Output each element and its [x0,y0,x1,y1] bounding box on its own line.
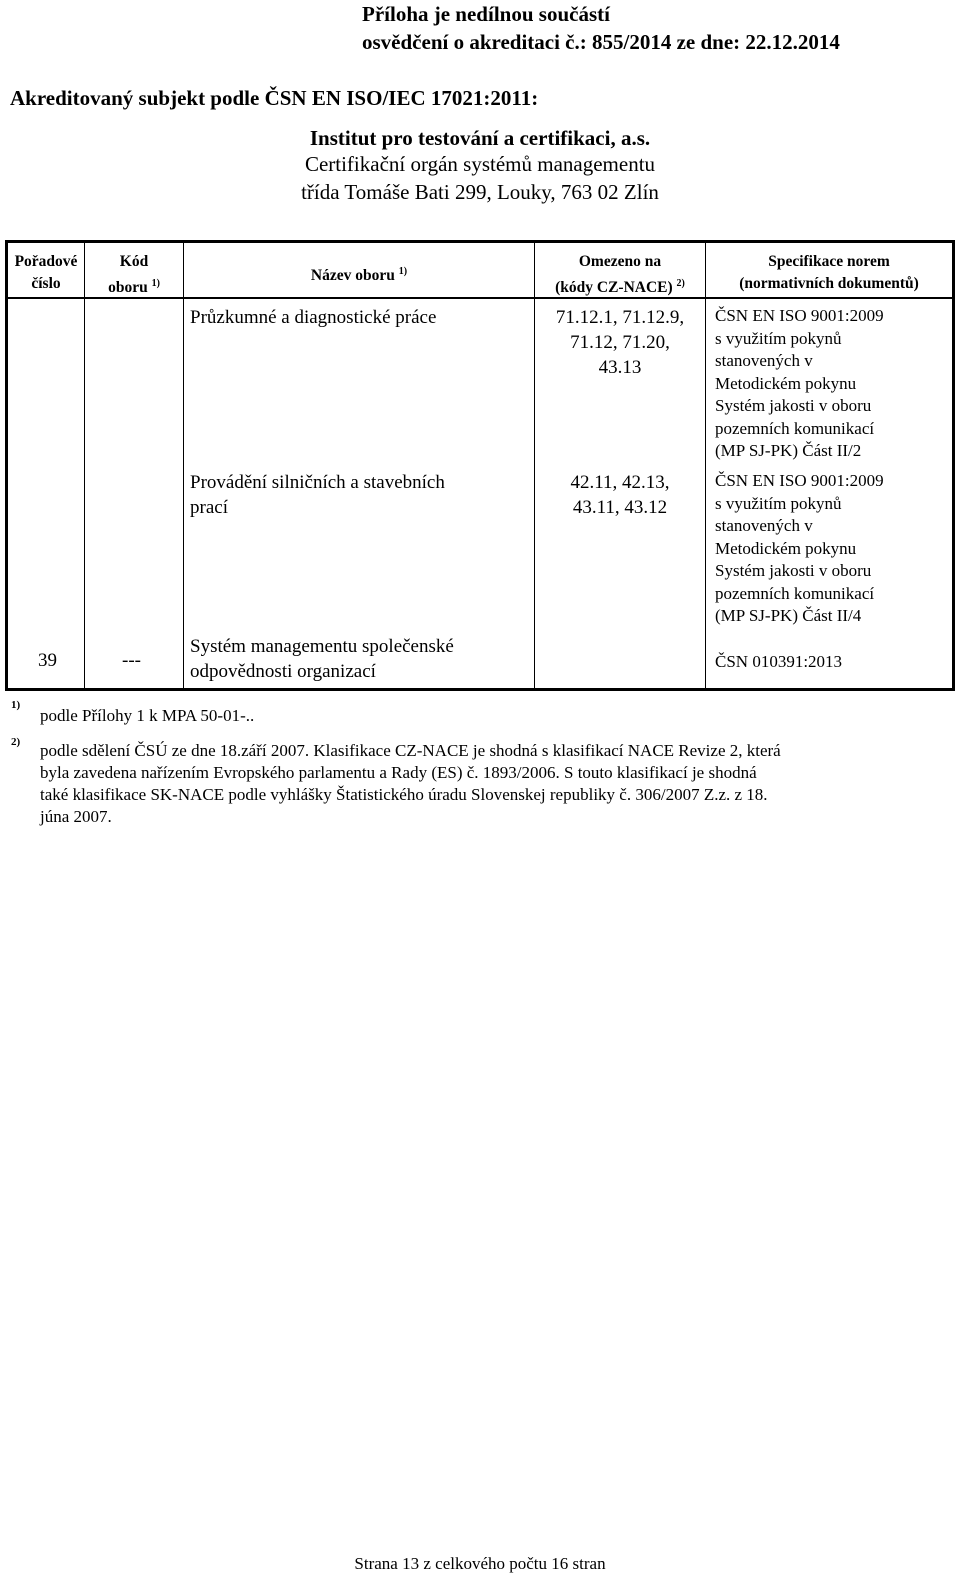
column-header-spec-line-2: (normativních dokumentů) [739,275,919,292]
accredited-subject-heading: Akreditovaný subjekt podle ČSN EN ISO/IEC 17021:2011: [10,86,539,110]
nace-code-line: 43.13 [598,357,642,378]
spec-line: Systém jakosti v oboru [715,396,872,415]
column-header-nace [535,251,705,299]
column-header-field [184,261,534,287]
column-header-nace-line-1: Omezeno na [578,253,662,270]
standards-spec [715,305,884,463]
spec-line: stanovených v [715,351,813,370]
nace-codes [535,470,705,520]
footnote-ref: 1) [398,266,408,277]
certification-body-name: Certifikační orgán systémů managementu [304,152,656,176]
footnote-line: podle sdělení ČSÚ ze dne 18.září 2007. Klasifikace CZ-NACE je shodná s klasifikací NACE Revize 2, která [40,741,781,760]
nace-code-line: 71.12.1, 71.12.9, [555,307,685,328]
footnote-text: podle Přílohy 1 k MPA 50-01-.. [40,706,255,725]
spec-line: Systém jakosti v oboru [715,561,872,580]
column-header-order [8,251,84,295]
footnote-ref: 2) [676,278,685,289]
footnote-ref: 1) [151,278,160,289]
column-header-code-line-2: oboru [108,279,148,297]
field-name-line: Provádění silničních a stavebních [190,472,445,493]
nace-code-line: 43.11, 43.12 [572,497,668,518]
column-divider [183,243,184,688]
column-header-order-line-2: číslo [31,275,61,292]
column-header-nace-line-2: (kódy CZ-NACE) [555,279,673,297]
field-name [190,470,445,520]
annex-line-1: Příloha je nedílnou součástí [362,2,610,26]
standards-spec [715,470,884,628]
spec-line: stanovených v [715,516,813,535]
field-code: --- [122,650,141,671]
column-header-field-label: Název oboru [310,267,395,285]
institute-name: Institut pro testování a certifikaci, a.s. [309,126,651,150]
field-name-line: prací [190,497,228,518]
nace-code-line: 71.12, 71.20, [570,332,670,353]
spec-line: Metodickém pokynu [715,538,857,558]
spec-line: Metodickém pokynu [715,373,857,393]
scope-table [5,240,955,691]
spec-line: s využitím pokynů [715,493,842,513]
column-header-order-line-1: Pořadové [14,253,78,270]
footnote-text [40,740,938,828]
institute-address: třída Tomáše Bati 299, Louky, 763 02 Zlín [301,180,659,204]
order-number: 39 [38,650,57,671]
column-divider [84,243,85,688]
spec-line: ČSN EN ISO 9001:2009 [715,306,884,325]
column-divider [705,243,706,688]
field-name: Průzkumné a diagnostické práce [190,307,437,328]
footnote-line: júna 2007. [40,807,112,826]
footnote-mark: 2) [11,736,21,748]
column-header-spec-line-1: Specifikace norem [768,253,890,270]
spec-line: (MP SJ-PK) Část II/4 [715,606,862,625]
field-name [190,634,454,684]
standards-spec: ČSN 010391:2013 [715,652,843,671]
field-name-line: Systém managementu společenské [190,636,454,657]
nace-code-line: 42.11, 42.13, [570,472,670,493]
column-header-code [85,251,183,299]
field-name-line: odpovědnosti organizací [190,661,376,682]
nace-codes [535,305,705,380]
spec-line: ČSN EN ISO 9001:2009 [715,471,884,490]
column-header-code-line-1: Kód [119,253,149,270]
column-header-spec [706,251,952,295]
spec-line: (MP SJ-PK) Část II/2 [715,441,862,460]
spec-line: s využitím pokynů [715,328,842,348]
footnote-line: byla zavedena nařízením Evropského parlamentu a Rady (ES) č. 1893/2006. S touto klasifikací je shodná [40,763,757,782]
footnote-mark: 1) [11,699,21,711]
annex-line-2: osvědčení o akreditaci č.: 855/2014 ze dne: 22.12.2014 [362,30,840,54]
spec-line: pozemních komunikací [715,583,875,603]
spec-line: pozemních komunikací [715,418,875,438]
footnote-line: také klasifikace SK-NACE podle vyhlášky Štatistického úradu Slovenskej republiky č. 306/2007 Z.z. z 18. [40,785,768,804]
page-number: Strana 13 z celkového počtu 16 stran [354,1554,606,1573]
